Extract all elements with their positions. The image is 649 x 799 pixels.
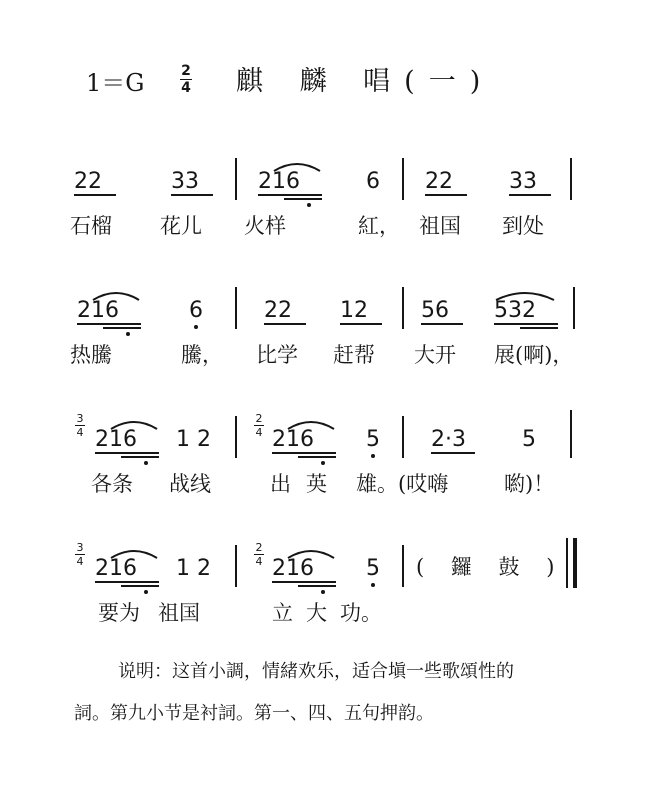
note-group: 12 bbox=[340, 298, 368, 323]
low-octave-dot bbox=[194, 325, 198, 329]
bar-line bbox=[402, 416, 404, 458]
lyric: 大 bbox=[306, 601, 327, 625]
underline bbox=[264, 323, 306, 325]
note-group: 532 bbox=[494, 298, 536, 323]
lyric: 到处 bbox=[502, 214, 544, 238]
note-group: 2·3 bbox=[431, 427, 466, 452]
low-octave-dot bbox=[321, 461, 325, 465]
note-group: 216 bbox=[258, 169, 300, 194]
time-signature-bottom: 4 bbox=[76, 555, 84, 568]
underline bbox=[103, 327, 141, 329]
time-signature-bottom: 4 bbox=[255, 555, 263, 568]
bar-line bbox=[402, 287, 404, 329]
note: 5 bbox=[366, 556, 380, 581]
underline bbox=[494, 323, 558, 325]
time-signature-top: 2 bbox=[255, 541, 263, 554]
bar-line bbox=[402, 545, 404, 587]
time-signature bbox=[254, 413, 264, 438]
low-octave-dot bbox=[307, 203, 311, 207]
underline bbox=[272, 581, 336, 583]
percussion-marking: ( 鑼 鼓 ) bbox=[416, 555, 555, 579]
time-signature bbox=[75, 413, 85, 438]
explanation-line-1: 说明：这首小調，情緒欢乐，适合塡一些歌頌性的 bbox=[118, 661, 514, 682]
song-title: 麒 麟 唱(一) bbox=[236, 66, 495, 97]
lyric: 展(啊)， bbox=[494, 343, 574, 367]
lyric: 騰， bbox=[181, 343, 223, 367]
underline bbox=[74, 194, 116, 196]
note: 6 bbox=[189, 298, 203, 323]
note: 5 bbox=[366, 427, 380, 452]
lyric: 祖国 bbox=[158, 601, 200, 625]
note-group: 22 bbox=[425, 169, 453, 194]
note-group: 216 bbox=[272, 556, 314, 581]
underline bbox=[509, 194, 551, 196]
lyric: 功。 bbox=[340, 601, 382, 625]
low-octave-dot bbox=[371, 583, 375, 587]
note-group: 22 bbox=[264, 298, 292, 323]
lyric: 火样 bbox=[244, 214, 286, 238]
time-signature-bottom: 4 bbox=[181, 80, 191, 96]
lyric: 大开 bbox=[414, 343, 456, 367]
lyric: 喲)！ bbox=[504, 472, 555, 496]
underline bbox=[431, 452, 475, 454]
time-signature-bottom: 4 bbox=[255, 426, 263, 439]
underline bbox=[95, 581, 159, 583]
bar-line bbox=[573, 287, 575, 329]
lyric: 要为 bbox=[98, 601, 140, 625]
lyric: 战线 bbox=[169, 472, 211, 496]
bar-line bbox=[235, 416, 237, 458]
time-signature-top: 3 bbox=[76, 412, 84, 425]
note-group: 33 bbox=[509, 169, 537, 194]
lyric: 出 bbox=[270, 472, 291, 496]
time-signature-top: 2 bbox=[255, 412, 263, 425]
low-octave-dot bbox=[126, 332, 130, 336]
lyric: 石榴 bbox=[70, 214, 112, 238]
lyric: 比学 bbox=[256, 343, 298, 367]
note: 5 bbox=[522, 427, 536, 452]
underline bbox=[258, 194, 322, 196]
underline bbox=[340, 323, 382, 325]
underline bbox=[425, 194, 467, 196]
note: 6 bbox=[366, 169, 380, 194]
note-group: 56 bbox=[421, 298, 449, 323]
bar-line bbox=[235, 158, 237, 200]
final-bar-line-thick bbox=[573, 538, 577, 588]
underline bbox=[298, 456, 336, 458]
lyric: 祖国 bbox=[419, 214, 461, 238]
note-group: 216 bbox=[272, 427, 314, 452]
note-group: 33 bbox=[171, 169, 199, 194]
bar-line bbox=[570, 410, 572, 458]
note-group: 216 bbox=[95, 556, 137, 581]
bar-line bbox=[235, 545, 237, 587]
note-group: 1 2 bbox=[176, 556, 211, 581]
note-group: 216 bbox=[77, 298, 119, 323]
lyric: 英 bbox=[306, 472, 327, 496]
underline bbox=[171, 194, 213, 196]
underline bbox=[298, 585, 336, 587]
underline bbox=[121, 585, 159, 587]
underline bbox=[421, 323, 463, 325]
time-signature bbox=[180, 64, 192, 95]
lyric: 雄。(哎嗨 bbox=[356, 472, 449, 496]
lyric: 各条 bbox=[91, 472, 133, 496]
bar-line bbox=[570, 158, 572, 200]
low-octave-dot bbox=[144, 461, 148, 465]
low-octave-dot bbox=[321, 590, 325, 594]
time-signature-bottom: 4 bbox=[76, 426, 84, 439]
low-octave-dot bbox=[144, 590, 148, 594]
underline bbox=[121, 456, 159, 458]
bar-line bbox=[402, 158, 404, 200]
note-group: 22 bbox=[74, 169, 102, 194]
time-signature-top: 3 bbox=[76, 541, 84, 554]
underline bbox=[77, 323, 141, 325]
lyric: 花儿 bbox=[160, 214, 202, 238]
explanation-line-2: 詞。第九小节是衬詞。第一、四、五句押韵。 bbox=[74, 703, 434, 724]
underline bbox=[272, 452, 336, 454]
time-signature-top: 2 bbox=[181, 63, 191, 79]
final-bar-line bbox=[566, 538, 568, 588]
time-signature bbox=[254, 542, 264, 567]
underline bbox=[284, 198, 322, 200]
underline bbox=[520, 327, 558, 329]
lyric: 紅， bbox=[358, 214, 400, 238]
time-signature bbox=[75, 542, 85, 567]
lyric: 立 bbox=[272, 601, 293, 625]
key-signature: 1＝G bbox=[86, 69, 145, 97]
low-octave-dot bbox=[371, 454, 375, 458]
bar-line bbox=[235, 287, 237, 329]
note-group: 1 2 bbox=[176, 427, 211, 452]
lyric: 赶帮 bbox=[333, 343, 375, 367]
note-group: 216 bbox=[95, 427, 137, 452]
underline bbox=[95, 452, 159, 454]
lyric: 热騰 bbox=[70, 343, 112, 367]
